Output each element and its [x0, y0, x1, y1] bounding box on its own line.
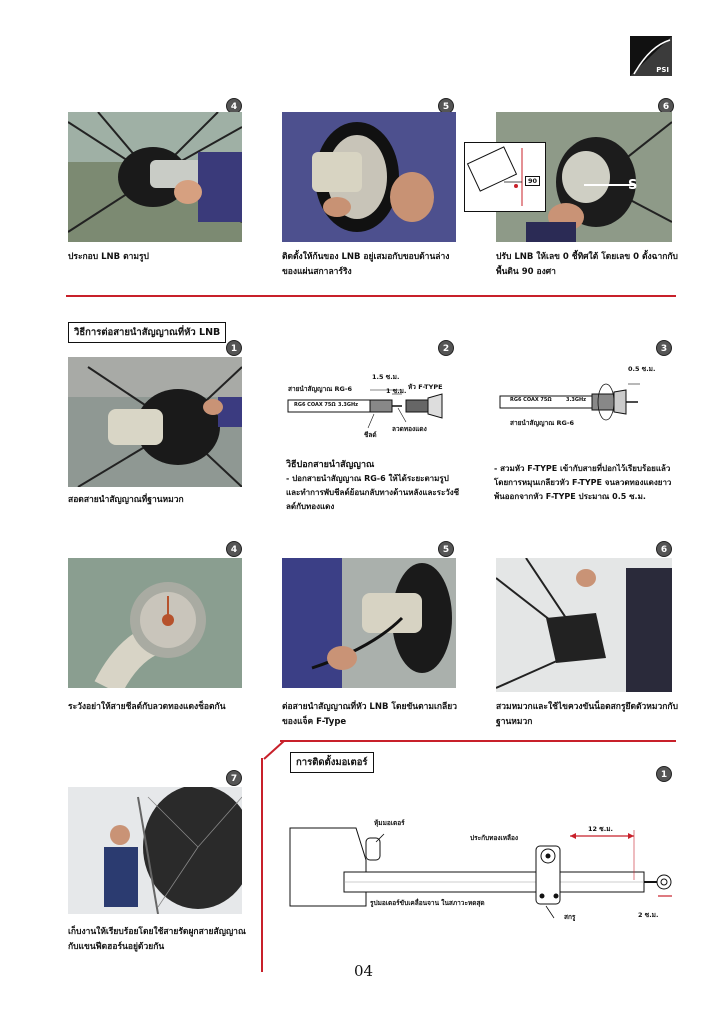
label-shield: ชีลด์	[364, 431, 377, 439]
angle-label: 90	[525, 176, 540, 186]
cable-print-2: 3.3GHz	[338, 402, 359, 408]
label-dim-1: 1 ซ.ม.	[386, 387, 407, 395]
photo-lnb-scalar-ring	[282, 112, 456, 242]
strip-subheading: วิธีปอกสายนำสัญญาณ	[286, 460, 375, 470]
step-badge: 4	[226, 541, 242, 557]
motor-frame-corner	[262, 740, 286, 760]
brand-logo-text: PSI	[656, 66, 669, 74]
label-f-type: หัว F-TYPE	[408, 383, 443, 391]
caption-row2-step1: สอดสายนำสัญญาณที่ฐานหมวก	[68, 495, 184, 505]
label-motor-arm: รูปมอเตอร์ขับเคลื่อนจาน ในสภาวะหดสุด	[370, 899, 485, 907]
photo-assemble-lnb	[68, 112, 242, 242]
step-badge: 6	[658, 98, 674, 114]
cable-print-4: 3.3GHz	[566, 397, 587, 403]
photo-cable-tie	[68, 787, 242, 914]
label-brass-bracket: ประกับทองเหลือง	[470, 834, 519, 842]
step-badge: 3	[656, 340, 672, 356]
photo-shield-caution	[68, 558, 242, 688]
step-badge: 2	[438, 340, 454, 356]
step-badge: 6	[656, 541, 672, 557]
label-screw: สกรู	[564, 913, 576, 921]
label-motor-housing: หุ้มมอเตอร์	[374, 819, 405, 827]
section-title-cable: วิธีการต่อสายนำสัญญาณที่หัว LNB	[68, 322, 226, 343]
photo-connect-lnb	[282, 558, 456, 688]
caption-row4-step7: เก็บงานให้เรียบร้อยโดยใช้สายรัดผูกสายสัญญาณกับแขนฟีดฮอร์นอยู่ด้วยกัน	[68, 927, 246, 952]
step-badge: 1	[226, 340, 242, 356]
cable-print-1: RG6 COAX 75Ω	[294, 402, 336, 408]
cable-print-3: RG6 COAX 75Ω	[510, 397, 552, 403]
strip-instructions: - ปอกสายนำสัญญาณ RG-6 ให้ได้ระยะตามรูป และทำการพับชีลด์ย้อนกลับทางด้านหลังและระวังชีลด์กับทองแดง	[286, 474, 460, 511]
motor-frame-top	[280, 740, 676, 742]
step-badge: 7	[226, 770, 242, 786]
label-copper: ลวดทองแดง	[392, 425, 427, 433]
step-badge: 5	[438, 98, 454, 114]
section-divider	[66, 295, 676, 297]
label-cable-rg6-2: สายนำสัญญาณ RG-6	[510, 419, 575, 427]
page-number: 04	[354, 962, 374, 980]
south-label: S	[628, 178, 638, 193]
motor-frame-left	[261, 758, 263, 972]
label-cable-rg6: สายนำสัญญาณ RG-6	[288, 385, 353, 393]
caption-row3-step5: ต่อสายนำสัญญาณที่หัว LNB โดยขันตามเกลียวของแจ็ค F-Type	[282, 702, 457, 727]
photo-insert-cable	[68, 357, 242, 487]
caption-step4: ประกอบ LNB ตามรูป	[68, 252, 149, 262]
caption-row3-step4: ระวังอย่าให้สายชีลด์กับลวดทองแดงช็อตกัน	[68, 702, 226, 712]
label-dim-2: 2 ซ.ม.	[638, 911, 659, 919]
caption-step6: ปรับ LNB ให้เลข 0 ชี้ทิศใต้ โดยเลข 0 ตั้งฉากกับพื้นดิน 90 องศา	[496, 252, 678, 277]
label-dim-1-5: 1.5 ซ.ม.	[372, 373, 400, 381]
step-badge: 1	[656, 766, 672, 782]
label-dim-0-5: 0.5 ซ.ม.	[628, 365, 656, 373]
caption-step5: ติดตั้งให้ก้นของ LNB อยู่เสมอกับขอบด้านล่างของแผ่นสกาลาร์ริง	[282, 252, 450, 277]
step-badge: 5	[438, 541, 454, 557]
caption-row3-step6: สวมหมวกและใช้ไขควงขันน็อตสกรูยึดตัวหมวกกับฐานหมวก	[496, 702, 678, 727]
label-dim-12: 12 ซ.ม.	[588, 825, 613, 833]
photo-install-cap	[496, 558, 672, 692]
section-title-motor: การติดตั้งมอเตอร์	[290, 752, 374, 773]
brand-logo	[630, 36, 672, 76]
step-badge: 4	[226, 98, 242, 114]
ftype-instructions: - สวมหัว F-TYPE เข้ากับสายที่ปอกไว้เรียบร้อยแล้ว โดยการหมุนเกลียวหัว F-TYPE จนลวดทองแดงยาวพ้นออกจากหัว F-TYPE ประมาณ 0.5 ซ.ม.	[494, 464, 672, 501]
